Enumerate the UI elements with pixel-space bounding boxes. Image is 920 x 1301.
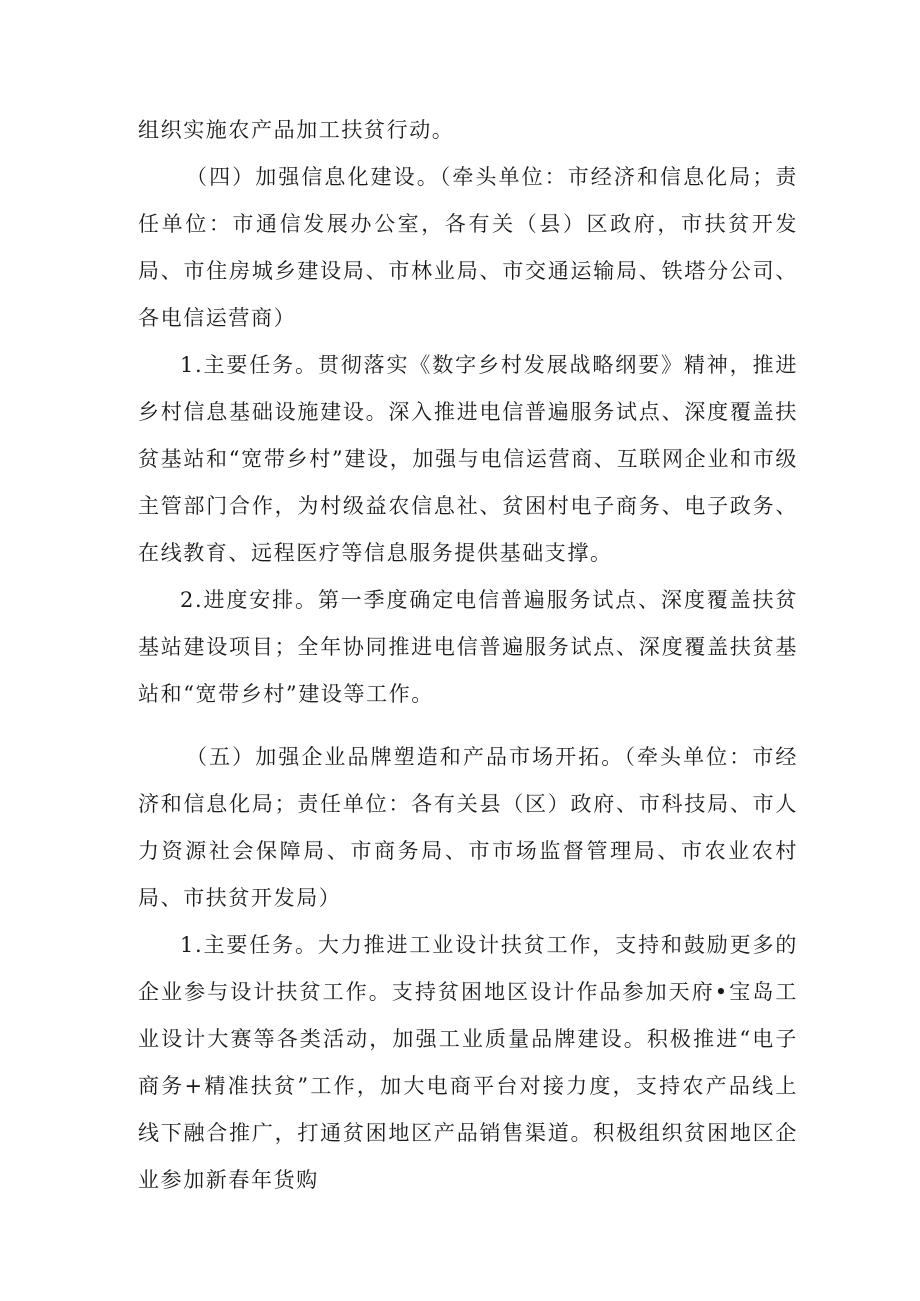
paragraph-main-tasks-5: 1.主要任务。大力推进工业设计扶贫工作，支持和鼓励更多的企业参与设计扶贫工作。支持贫困地区设计作品参加天府•宝岛工业设计大赛等各类活动，加强工业质量品牌建设。积极推进“电子商务+精准扶贫”工作，加大电商平台对接力度，支持农产品线上线下融合推广，打通贫困地区产品销售渠道。积极组织贫困地区企业参加新春年货购	[138, 933, 798, 1192]
paragraph-main-tasks-4: 1.主要任务。贯彻落实《数字乡村发展战略纲要》精神，推进乡村信息基础设施建设。深入推进电信普遍服务试点、深度覆盖扶贫基站和“宽带乡村”建设，加强与电信运营商、互联网企业和市级主管部门合作，为村级益农信息社、贫困村电子商务、电子政务、在线教育、远程医疗等信息服务提供基础支撑。	[138, 353, 798, 565]
section-heading-4: （四）加强信息化建设。（牵头单位：市经济和信息化局；责任单位：市通信发展办公室，各有关（县）区政府，市扶贫开发局、市住房城乡建设局、市林业局、市交通运输局、铁塔分公司、各电信运营商）	[138, 165, 798, 330]
paragraph-gap	[138, 718, 798, 734]
paragraph-schedule-4: 2.进度安排。第一季度确定电信普遍服务试点、深度覆盖扶贫基站建设项目；全年协同推进电信普遍服务试点、深度覆盖扶贫基站和“宽带乡村”建设等工作。	[138, 588, 798, 706]
paragraph-continuation: 组织实施农产品加工扶贫行动。	[138, 118, 455, 142]
document-body	[138, 107, 798, 1204]
section-heading-5: （五）加强企业品牌塑造和产品市场开拓。（牵头单位：市经济和信息化局；责任单位：各有关县（区）政府、市科技局、市人力资源社会保障局、市商务局、市市场监督管理局、市农业农村局、市扶贫开发局）	[138, 745, 798, 910]
